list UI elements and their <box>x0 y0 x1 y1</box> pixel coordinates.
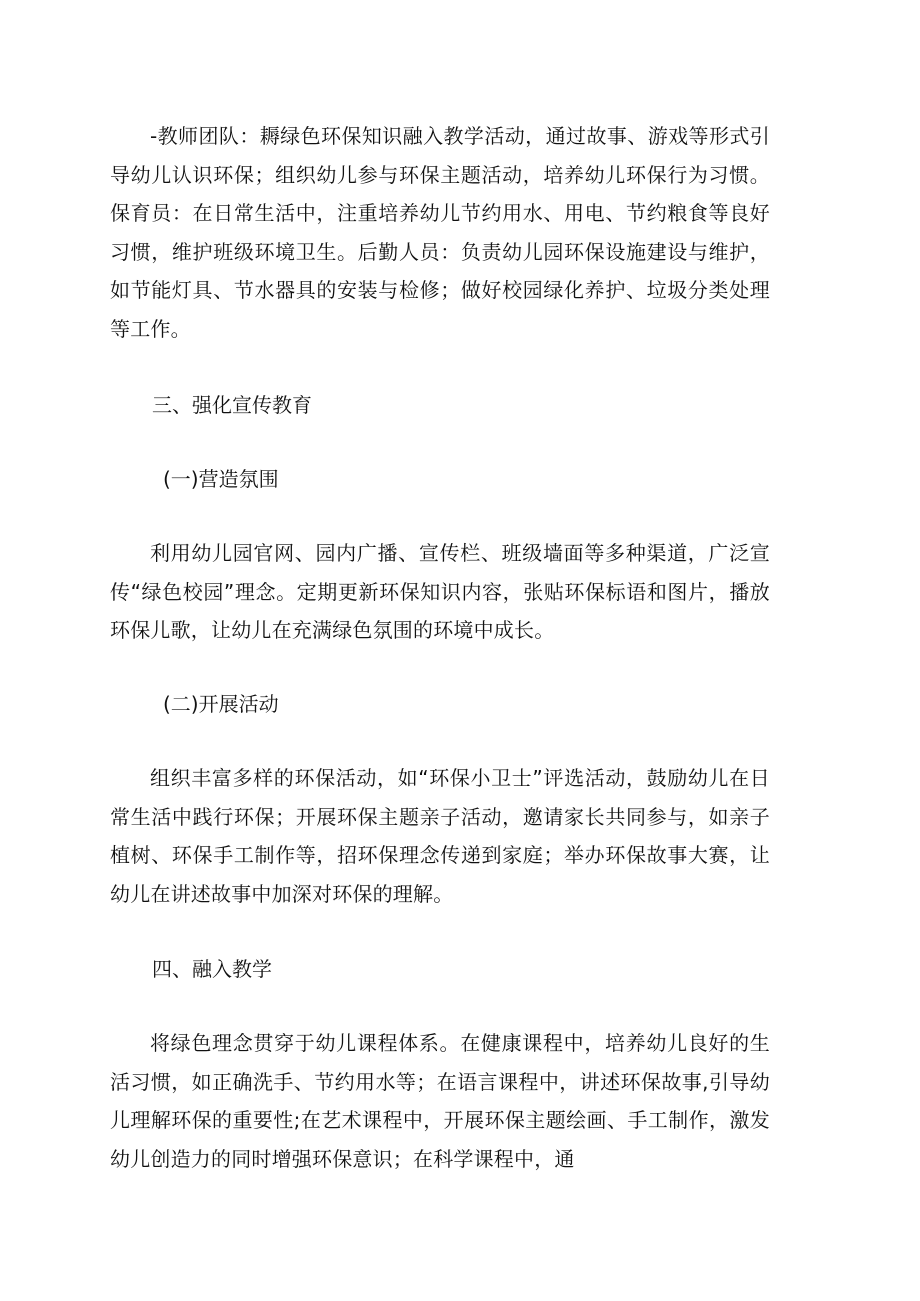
paragraph-atmosphere: 利用幼儿园官网、园内广播、宣传栏、班级墙面等多种渠道，广泛宣传“绿色校园”理念。定期更新环保知识内容，张贴环保标语和图片，播放环保儿歌，让幼儿在充满绿色氛围的环境中成长。 <box>110 541 770 642</box>
subsection-heading-atmosphere: (一)营造氛围 <box>163 467 279 491</box>
section-heading-publicity: 三、强化宣传教育 <box>152 393 312 417</box>
paragraph-activities: 组织丰富多样的环保活动，如“环保小卫士”评选活动，鼓励幼儿在日常生活中践行环保；开展环保主题亲子活动，邀请家长共同参与，如亲子植树、环保手工制作等，招环保理念传递到家庭；举办环保故事大赛，让幼儿在讲述故事中加深对环保的理解。 <box>110 766 770 906</box>
section-heading-teaching: 四、融入教学 <box>152 957 272 981</box>
paragraph-teaching: 将绿色理念贯穿于幼儿课程体系。在健康课程中，培养幼儿良好的生活习惯，如正确洗手、节约用水等；在语言课程中，讲述环保故事,引导幼儿理解环保的重要性;在艺术课程中，开展环保主题绘画、手工制作，激发幼儿创造力的同时增强环保意识；在科学课程中，通 <box>110 1031 770 1171</box>
paragraph-staff-duties: -教师团队：耨绿色环保知识融入教学活动，通过故事、游戏等形式引导幼儿认识环保；组织幼儿参与环保主题活动，培养幼儿环保行为习惯。保育员：在日常生活中，注重培养幼儿节约用水、用电、节约粮食等良好习惯，维护班级环境卫生。后勤人员：负责幼儿园环保设施建设与维护，如节能灯具、节水器具的安装与检修；做好校园绿化养护、垃圾分类处理等工作。 <box>110 124 770 341</box>
subsection-heading-activities: (二)开展活动 <box>163 692 279 716</box>
